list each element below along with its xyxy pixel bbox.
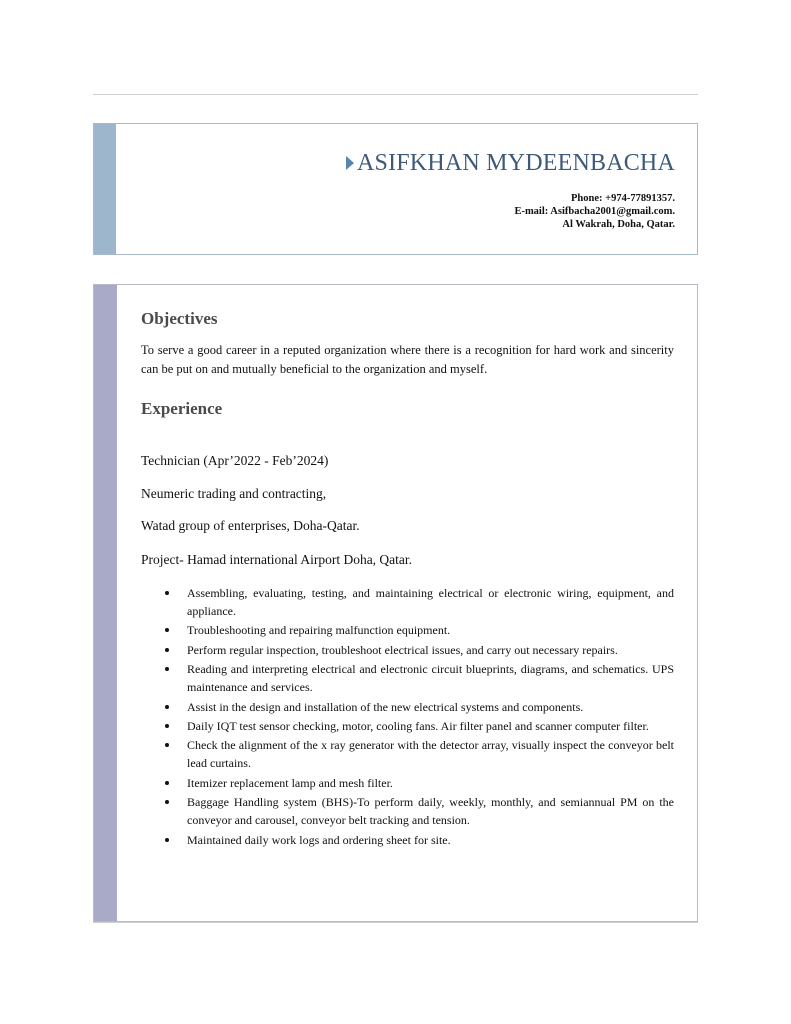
bullet-icon [165,591,169,595]
duty-text: Reading and interpreting electrical and electronic circuit blueprints, diagrams, and schematics. UPS maintenance and services. [187,662,674,695]
bullet-icon [165,838,169,842]
list-item [141,717,674,735]
bullet-icon [165,705,169,709]
resume-body [93,284,698,922]
duty-text: Itemizer replacement lamp and mesh filter. [187,775,393,790]
bullet-icon [165,743,169,747]
duty-text: Maintained daily work logs and ordering sheet for site. [187,832,451,847]
list-item [141,641,674,659]
duties-list [141,584,674,850]
bullet-icon [165,667,169,671]
contact-block [514,192,675,231]
bullet-icon [165,781,169,785]
phone-text: Phone: +974-77891357. [571,193,675,204]
name-line [346,150,675,177]
objectives-text: To serve a good career in a reputed organization where there is a recognition for hard work and sincerity can be put on and mutually beneficial to the organization and myself. [141,343,674,376]
list-item [141,793,674,829]
bottom-rule [93,922,698,923]
duty-text: Assist in the design and installation of the new electrical systems and components. [187,699,584,714]
list-item [141,736,674,772]
experience-title: Experience [141,399,223,418]
list-item [141,621,674,639]
top-rule [93,94,698,95]
bullet-icon [165,800,169,804]
header-box [93,123,698,255]
bullet-icon [165,628,169,632]
body-accent-bar [94,285,117,921]
objectives-title: Objectives [141,309,218,328]
list-item [141,698,674,716]
duty-text: Troubleshooting and repairing malfunction equipment. [187,623,451,638]
arrow-right-icon [346,156,354,170]
experience-role: Technician (Apr’2022 - Feb’2024) [141,453,329,468]
duty-text: Daily IQT test sensor checking, motor, cooling fans. Air filter panel and scanner computer filter. [187,718,649,733]
duty-text: Baggage Handling system (BHS)-To perform daily, weekly, monthly, and semiannual PM on the conveyor and carousel, conveyor belt tracking and tension. [187,795,674,828]
duty-text: Assembling, evaluating, testing, and maintaining electrical or electronic wiring, equipment, and appliance. [187,586,674,618]
experience-company: Neumeric trading and contracting, [141,486,327,501]
experience-group: Watad group of enterprises, Doha-Qatar. [141,518,360,533]
bullet-icon [165,724,169,728]
candidate-name: ASIFKHAN MYDEENBACHA [356,150,675,176]
list-item [141,584,674,620]
bullet-icon [165,648,169,652]
list-item [141,831,674,849]
address-text: Al Wakrah, Doha, Qatar. [562,219,675,230]
email-text: E-mail: Asifbacha2001@gmail.com. [514,206,675,217]
list-item [141,774,674,792]
experience-project: Project- Hamad international Airport Doha, Qatar. [141,552,413,567]
list-item [141,660,674,696]
header-accent-bar [94,124,116,254]
duty-text: Check the alignment of the x ray generator with the detector array, visually inspect the conveyor belt lead curtains. [187,738,674,771]
duty-text: Perform regular inspection, troubleshoot electrical issues, and carry out necessary repairs. [187,642,618,657]
